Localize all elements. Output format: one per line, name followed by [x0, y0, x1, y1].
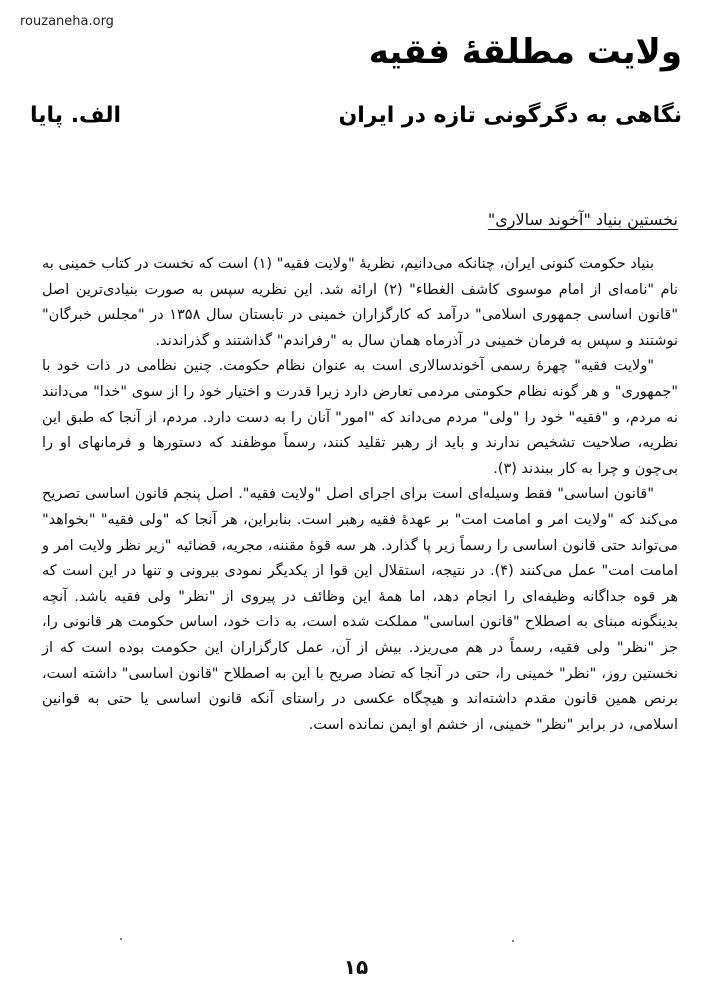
author-name: الف. پایا: [30, 103, 122, 128]
paragraph: بنیاد حکومت کنونی ایران، چنانکه می‌دانیم، نظریۀ "ولایت فقیه" (۱) است که نخست در کتاب خمینی به نام "نامه‌ای از امام موسوی کاشف الغطاء" (۲) ارائه شد. این نظریه سپس به صورت بنیادی‌ترین اصل "قانون اساسی جمهوری اسلامی" درآمد که کارگزاران خمینی در تابستان سال ۱۳۵۸ در "مجلس خبرگان" نوشتند و سپس به فرمان خمینی در آذرماه همان سال به "رفراندم" گذاشتند و گذراندند.: [42, 256, 678, 349]
scan-speck: [120, 938, 122, 940]
section-heading: نخستین بنیاد "آخوند سالاری": [487, 210, 678, 229]
page-number: ۱۵: [343, 955, 369, 979]
watermark-url: rouzaneha.org: [20, 14, 114, 29]
scan-speck: [512, 940, 514, 942]
article-subtitle: نگاهی به دگرگونی تازه در ایران: [338, 103, 682, 128]
article-title: ولایت مطلقۀ فقیه: [368, 32, 682, 72]
paragraph: "ولایت فقیه" چهرۀ رسمی آخوندسالاری است به عنوان نظام حکومت. چنین نظامی در ذات خود با "جمهوری" و هر گونه نظام حکومتی مردمی تعارض دارد زیرا قدرت و اختیار خود را از سوی "خدا" می‌دانند نه مردم، و "فقیه" خود را "ولی" مردم می‌داند که "امور" آنان را به دست دارد. مردم، از آنجا که طبق این نظریه، صلاحیت تشخیص ندارند و باید از رهبر تقلید کنند، رسماً موظفند که دستورها و فرمانهای او را بی‌چون و چرا به کار ببندند (۳).: [42, 358, 678, 477]
paragraph: "قانون اساسی" فقط وسیله‌ای است برای اجرای اصل "ولایت فقیه". اصل پنجم قانون اساسی تصریح می‌کند که "ولایت امر و امامت امت" بر عهدۀ فقیه رهبر است. بنابراین، هر آنجا که "ولی فقیه" "بخواهد" می‌تواند حتی قانون اساسی را رسماً زیر پا گذارد. هر سه قوۀ مقننه، مجریه، قضائیه "زیر نظر ولایت امر و امامت امت" عمل می‌کنند (۴). در نتیجه، استقلال این قوا از یکدیگر نمودی بیرونی و تنها در این است که هر قوه جداگانه وظیفه‌ای را انجام دهد، اما همۀ این وظائف در پیروی از "نظر" ولی فقیه باشد. آنچه بدینگونه مبنای به اصطلاح "قانون اساسی" مملکت شده است، به ذات خود، اساس حکومت هر قانونی را، جز "نظر" ولی فقیه، رسماً در هم می‌ریزد. بیش از آن، عمل کارگزاران این حکومت بوده است که از نخستین روز، "نظر" خمینی را، حتی در آنجا که تضاد صریح با این به اصطلاح "قانون اساسی" داشته است، برنص همین قانون مقدم داشته‌اند و هیچگاه عکسی در راستای آنکه قانون اساسی یا حتی به قوانین اسلامی، در برابر "نظر" خمینی، از خشم او ایمن نمانده است.: [42, 486, 678, 733]
article-body: [42, 252, 678, 738]
